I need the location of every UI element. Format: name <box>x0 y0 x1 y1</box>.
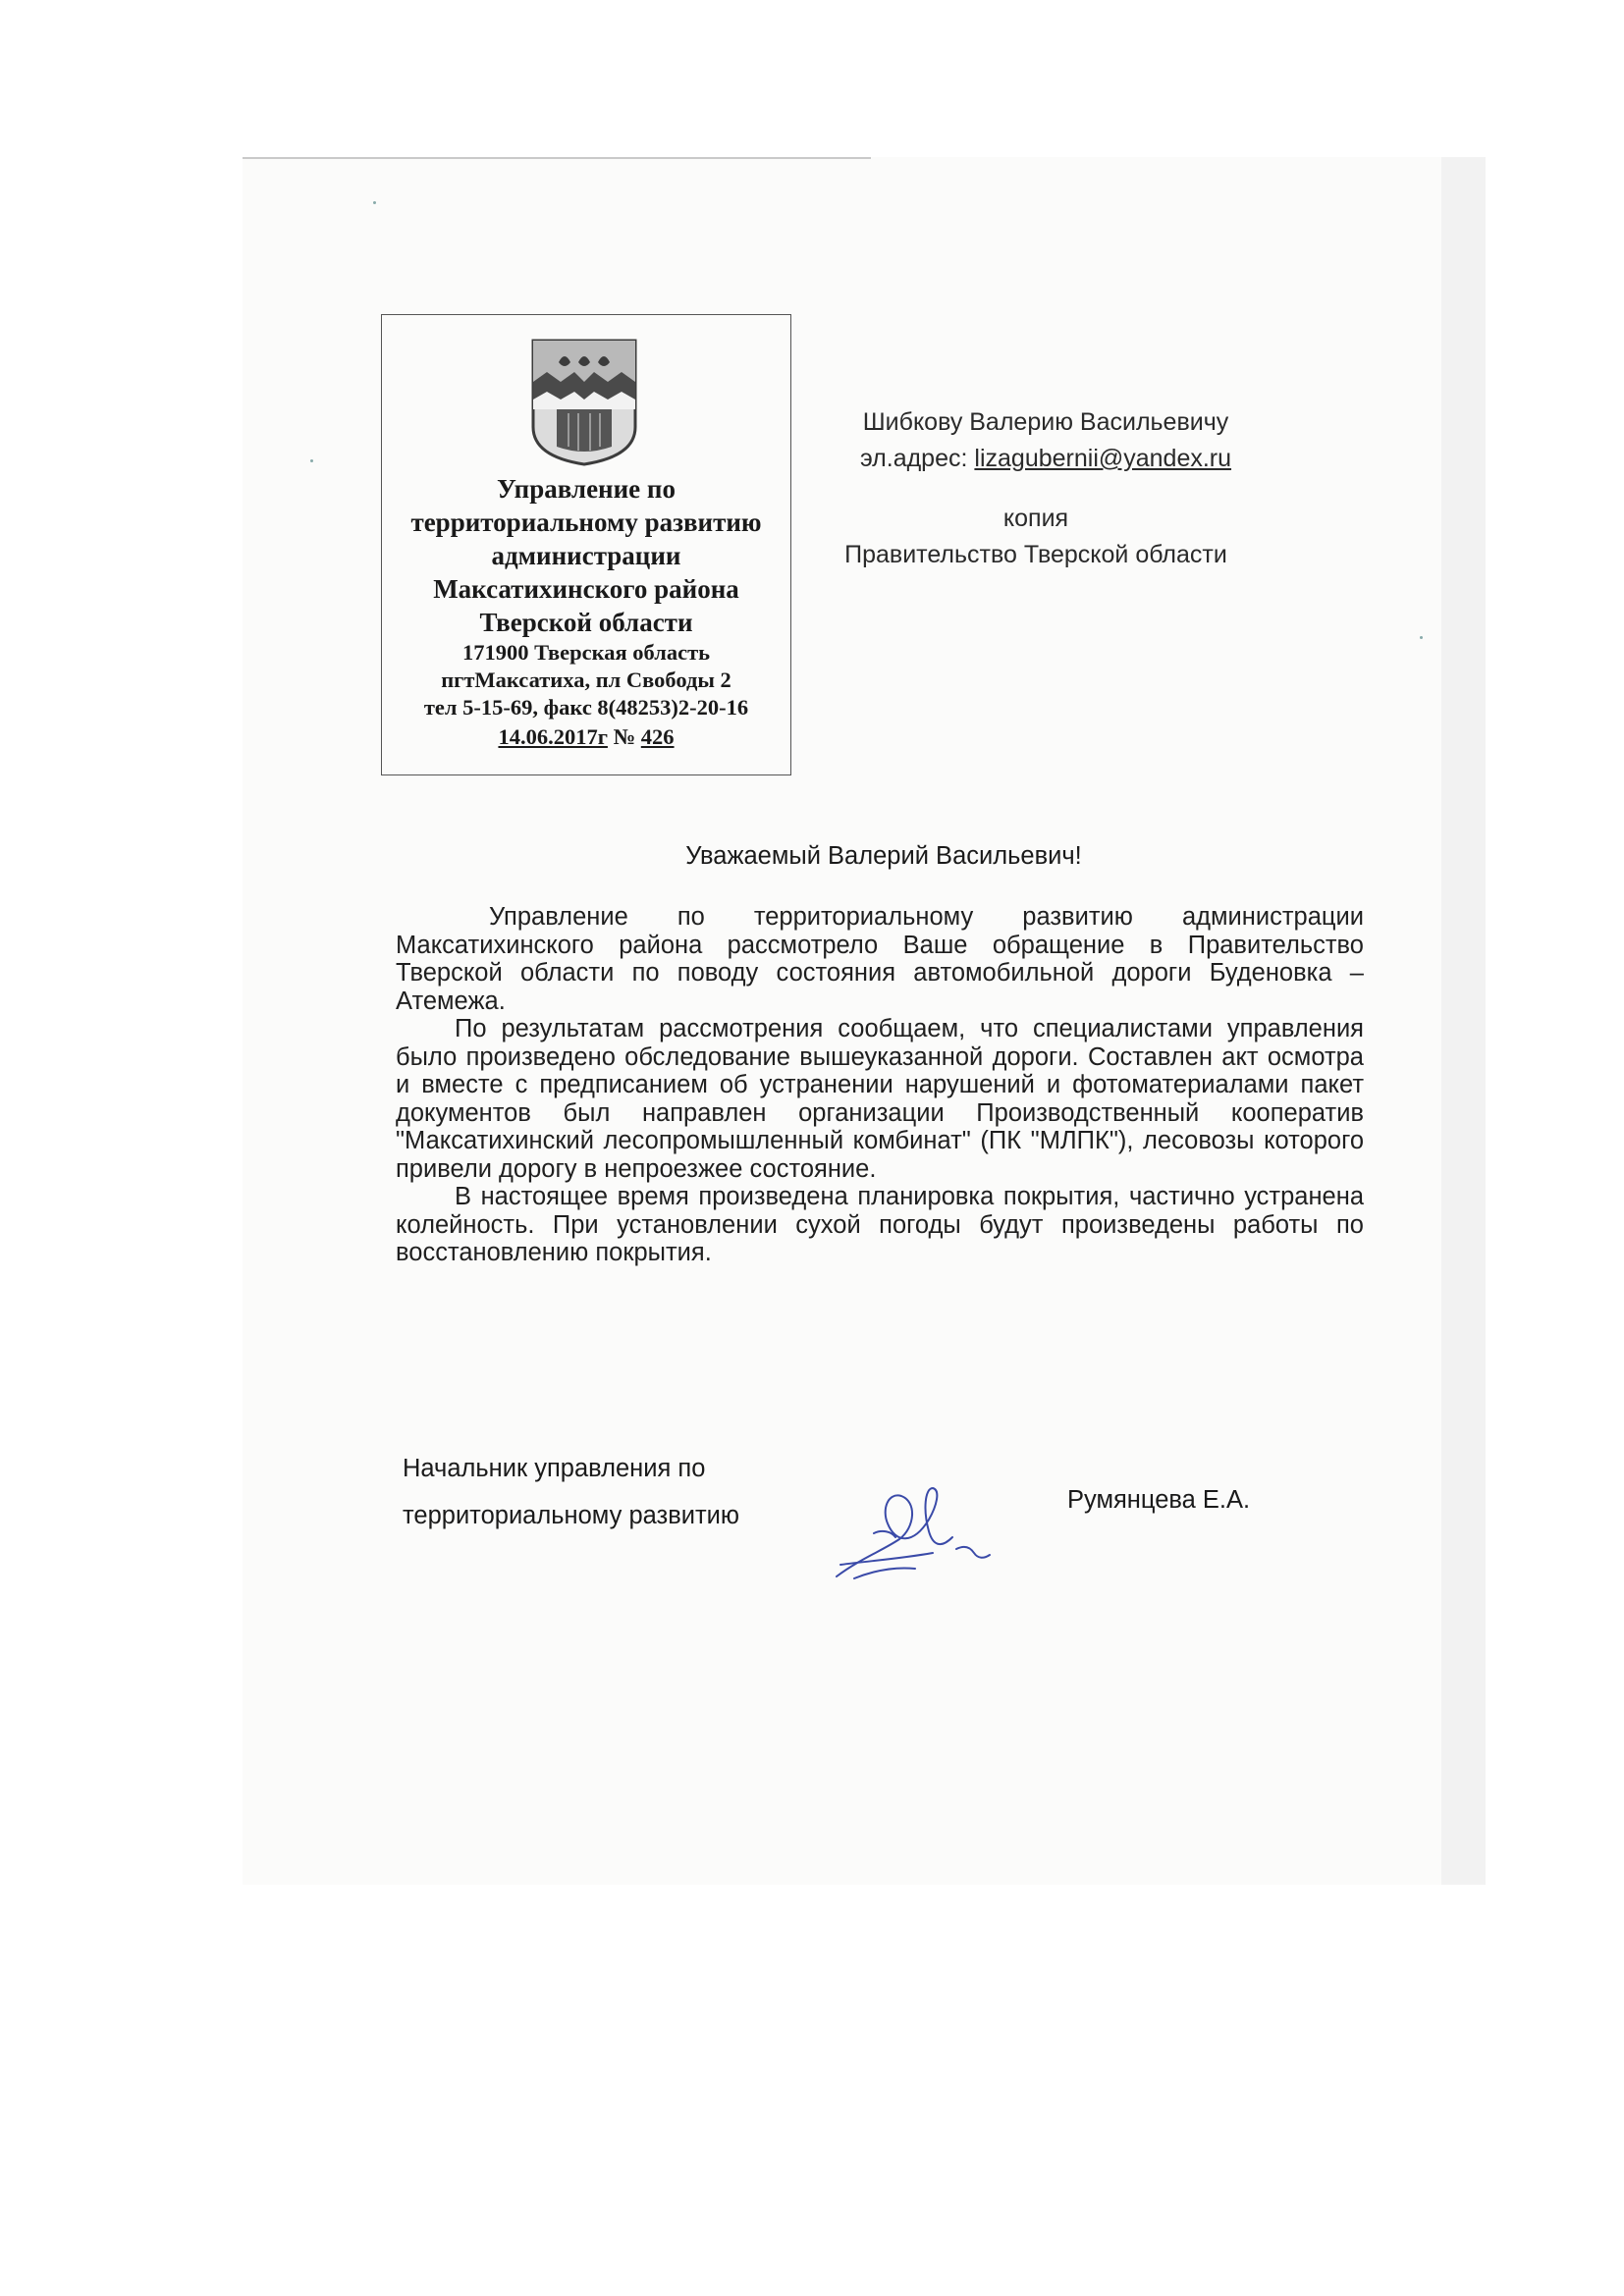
scan-speck <box>1420 636 1423 639</box>
addressee-block <box>805 404 1286 477</box>
email-label: эл.адрес: <box>859 445 968 472</box>
signatory-title: Начальник управления по территориальному развитию <box>403 1455 740 1529</box>
scan-speck <box>373 201 376 204</box>
paragraph: По результатам рассмотрения сообщаем, что специалистами управления было произведено обследование вышеуказанной дороги. Составлен акт осмотра и вместе с предписанием об устранении нарушений и фотоматериалами пакет документов был направлен организации Производственный кооператив "Максатихинский лесопромышленный комбинат" (ПК "МЛПК"), лесовозы которого привели дорогу в непроезжее состояние. <box>396 1015 1364 1183</box>
paragraph: В настоящее время произведена планировка покрытия, частично устранена колейность. При установлении сухой погоды будут произведены работы по восстановлению покрытия. <box>396 1183 1364 1266</box>
scan-margin-shadow <box>1441 157 1486 1885</box>
email-link[interactable]: lizagubernii@yandex.ru <box>974 445 1232 472</box>
letter-body <box>396 903 1364 1267</box>
copy-recipient: Правительство Тверской области <box>844 541 1227 568</box>
organization-address: 171900 Тверская область пгтМаксатиха, пл Свободы 2 тел 5-15-69, факс 8(48253)2-20-16 <box>423 640 749 720</box>
paragraph: Управление по территориальному развитию администрации Максатихинского района рассмотрело Ваше обращение в Правительство Тверской области по поводу состояния автомобильной дороги Буденовка – Атемежа. <box>396 903 1364 1015</box>
addressee-name: Шибкову Валерию Васильевичу <box>862 408 1229 436</box>
registration-date: 14.06.2017г <box>498 724 608 749</box>
copy-label: копия <box>1002 505 1069 532</box>
number-sign: № <box>613 724 636 749</box>
scan-edge <box>243 157 871 159</box>
signatory-name: Румянцева Е.А. <box>1067 1486 1251 1514</box>
coat-of-arms-icon <box>529 337 639 466</box>
letterhead-stamp <box>381 314 791 775</box>
salutation: Уважаемый Валерий Васильевич! <box>685 842 1082 870</box>
organization-name: Управление по территориальному развитию администрации Максатихинского района Тверской области <box>410 474 762 637</box>
registration-line <box>382 723 790 751</box>
scan-speck <box>310 459 313 462</box>
registration-number: 426 <box>640 724 675 749</box>
copy-block <box>805 501 1267 573</box>
addressee-email-line <box>805 441 1286 477</box>
handwritten-signature <box>831 1480 998 1584</box>
